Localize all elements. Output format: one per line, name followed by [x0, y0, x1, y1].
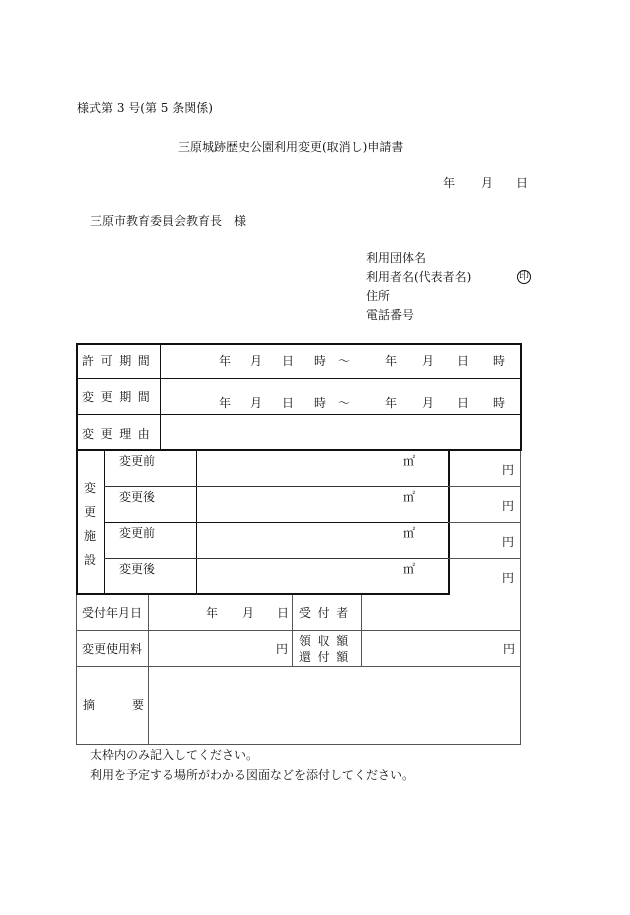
- change-end-hour: 時: [493, 396, 506, 410]
- summary-label-1: 摘: [83, 698, 96, 712]
- form-title: 三原城跡歴史公園利用変更(取消し)申請書: [178, 140, 404, 154]
- change-start-year: 年: [219, 396, 232, 410]
- yen-unit-4: 円: [502, 571, 515, 585]
- facility-label-char-4: 設: [84, 553, 97, 567]
- seal-icon: 印: [519, 271, 529, 282]
- change-start-hour: 時: [314, 396, 327, 410]
- date-year-unit: 年: [443, 176, 456, 190]
- received-year-unit: 年: [206, 606, 219, 620]
- facility-label-char-1: 変: [84, 481, 97, 495]
- permit-end-hour: 時: [493, 354, 506, 368]
- permit-start-day: 日: [282, 354, 295, 368]
- permit-period-label: 許可期間: [82, 354, 157, 368]
- received-day-unit: 日: [277, 606, 290, 620]
- received-date-label: 受付年月日: [82, 606, 143, 620]
- facility-after-label-2: 変更後: [119, 562, 156, 576]
- note-2: 利用を予定する場所がわかる図面などを添付してください。: [90, 768, 415, 782]
- address-label: 住所: [366, 289, 391, 303]
- facility-before-label-2: 変更前: [119, 526, 156, 540]
- refund-amount-label: 還付額: [299, 650, 355, 664]
- date-month-unit: 月: [481, 176, 494, 190]
- change-start-month: 月: [250, 396, 263, 410]
- permit-tilde: 〜: [338, 354, 351, 368]
- change-tilde: 〜: [338, 396, 351, 410]
- area-unit-3: ㎡: [403, 526, 416, 540]
- permit-end-day: 日: [457, 354, 470, 368]
- form-number: 様式第 3 号(第 5 条関係): [77, 101, 213, 115]
- permit-end-year: 年: [385, 354, 398, 368]
- change-period-label: 変更期間: [82, 390, 157, 404]
- user-name-label: 利用者名(代表者名): [366, 270, 472, 284]
- note-1: 太枠内のみ記入してください。: [90, 748, 259, 762]
- change-start-day: 日: [282, 396, 295, 410]
- change-end-month: 月: [422, 396, 435, 410]
- yen-unit-1: 円: [502, 463, 515, 477]
- facility-label-char-3: 施: [84, 529, 97, 543]
- change-reason-label: 変更理由: [82, 427, 157, 441]
- change-end-year: 年: [385, 396, 398, 410]
- facility-before-label-1: 変更前: [119, 454, 156, 468]
- receipt-yen: 円: [503, 642, 516, 656]
- change-end-day: 日: [457, 396, 470, 410]
- facility-label-char-2: 更: [84, 505, 97, 519]
- summary-label-2: 要: [132, 698, 145, 712]
- date-day-unit: 日: [516, 176, 529, 190]
- yen-unit-2: 円: [502, 499, 515, 513]
- phone-label: 電話番号: [366, 308, 415, 322]
- org-name-label: 利用団体名: [366, 251, 427, 265]
- permit-start-month: 月: [250, 354, 263, 368]
- permit-start-year: 年: [219, 354, 232, 368]
- area-unit-4: ㎡: [403, 562, 416, 576]
- change-fee-label: 変更使用料: [82, 642, 143, 656]
- facility-after-label-1: 変更後: [119, 490, 156, 504]
- permit-end-month: 月: [422, 354, 435, 368]
- permit-start-hour: 時: [314, 354, 327, 368]
- area-unit-1: ㎡: [403, 454, 416, 468]
- receiver-label: 受付者: [299, 606, 355, 620]
- addressee: 三原市教育委員会教育長 様: [90, 214, 247, 228]
- area-unit-2: ㎡: [403, 490, 416, 504]
- yen-unit-3: 円: [502, 535, 515, 549]
- change-fee-yen: 円: [276, 642, 289, 656]
- received-month-unit: 月: [242, 606, 255, 620]
- receipt-amount-label: 領収額: [299, 634, 355, 648]
